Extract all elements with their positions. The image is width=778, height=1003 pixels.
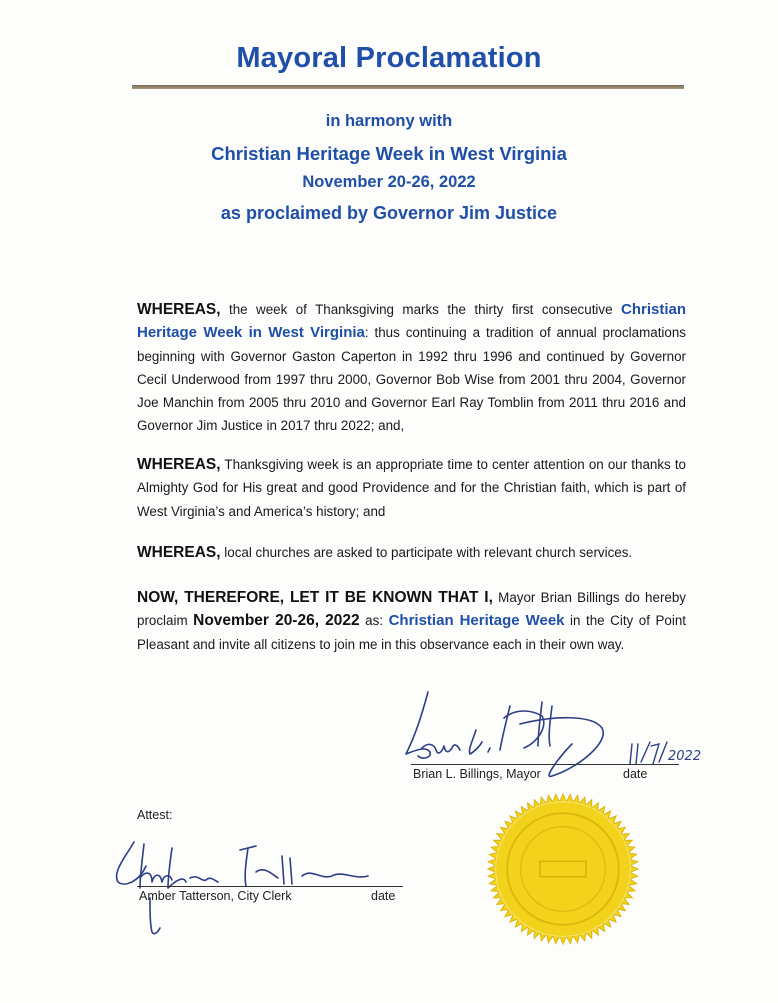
proclamation-paragraph: [137, 586, 686, 656]
subtitle-week: Christian Heritage Week in West Virginia: [211, 143, 567, 164]
paragraph-text: Mayor Brian Billings do hereby proclaim: [137, 590, 686, 629]
clerk-name-label: Amber Tatterson, City Clerk: [139, 889, 292, 903]
mayor-date-label: date: [623, 767, 648, 781]
proclaimed-dates: November 20-26, 2022: [193, 612, 360, 630]
clerk-date-label: date: [371, 889, 396, 903]
clerk-signature-line: [137, 886, 403, 887]
heritage-week-highlight: Christian Heritage Week in West Virginia: [137, 301, 686, 342]
whereas-keyword: WHEREAS,: [137, 544, 221, 561]
mayor-name-label: Brian L. Billings, Mayor: [413, 767, 541, 781]
mayor-signature-line: [411, 764, 679, 765]
paragraph-text: Thanksgiving week is an appropriate time to center attention on our thanks to Almighty God for His great and good Providence and for the Christian faith, which is part of West Virginia’s and America’s history; and: [137, 457, 686, 519]
paragraph-text: the week of Thanksgiving marks the thirty first consecutive: [220, 302, 621, 317]
paragraph-text: local churches are asked to participate with relevant church services.: [220, 545, 633, 560]
subtitle-governor: as proclaimed by Governor Jim Justice: [220, 203, 558, 223]
subtitle-dates: November 20-26, 2022: [302, 173, 476, 191]
whereas-paragraph-3: [137, 541, 686, 564]
clerk-handwritten-signature: [106, 836, 402, 940]
paragraph-text: : thus continuing a tradition of annual proclamations beginning with Governor Gaston Caperton in 1992 thru 1996 and continued by Governor Cecil Underwood from 1997 thru 2000, Governor Bob Wise from 2001 thru 2004, Governor Joe Manchin from 2005 thru 2010 and Governor Earl Ray Tomblin from 2011 thru 2016 and Governor Jim Justice in 2017 thru 2022; and,: [137, 325, 686, 434]
whereas-keyword: WHEREAS,: [137, 301, 221, 318]
whereas-keyword: WHEREAS,: [137, 456, 221, 473]
whereas-paragraph-1: [137, 298, 686, 438]
paragraph-text: as:: [359, 613, 389, 629]
paragraph-text: in the City of Point Pleasant and invite all citizens to join me in this observance each in their own way.: [137, 613, 686, 652]
attest-label: Attest:: [137, 808, 173, 822]
whereas-paragraph-2: [137, 453, 686, 523]
page-title: Mayoral Proclamation: [236, 42, 542, 74]
title-rule: [132, 85, 684, 89]
handwritten-date-year: 2022: [668, 749, 702, 764]
heritage-week-highlight: Christian Heritage Week: [388, 612, 565, 630]
gold-foil-seal-icon: [486, 792, 640, 946]
therefore-keyword: NOW, THEREFORE, LET IT BE KNOWN THAT I,: [137, 589, 493, 606]
subtitle-harmony: in harmony with: [325, 112, 453, 130]
